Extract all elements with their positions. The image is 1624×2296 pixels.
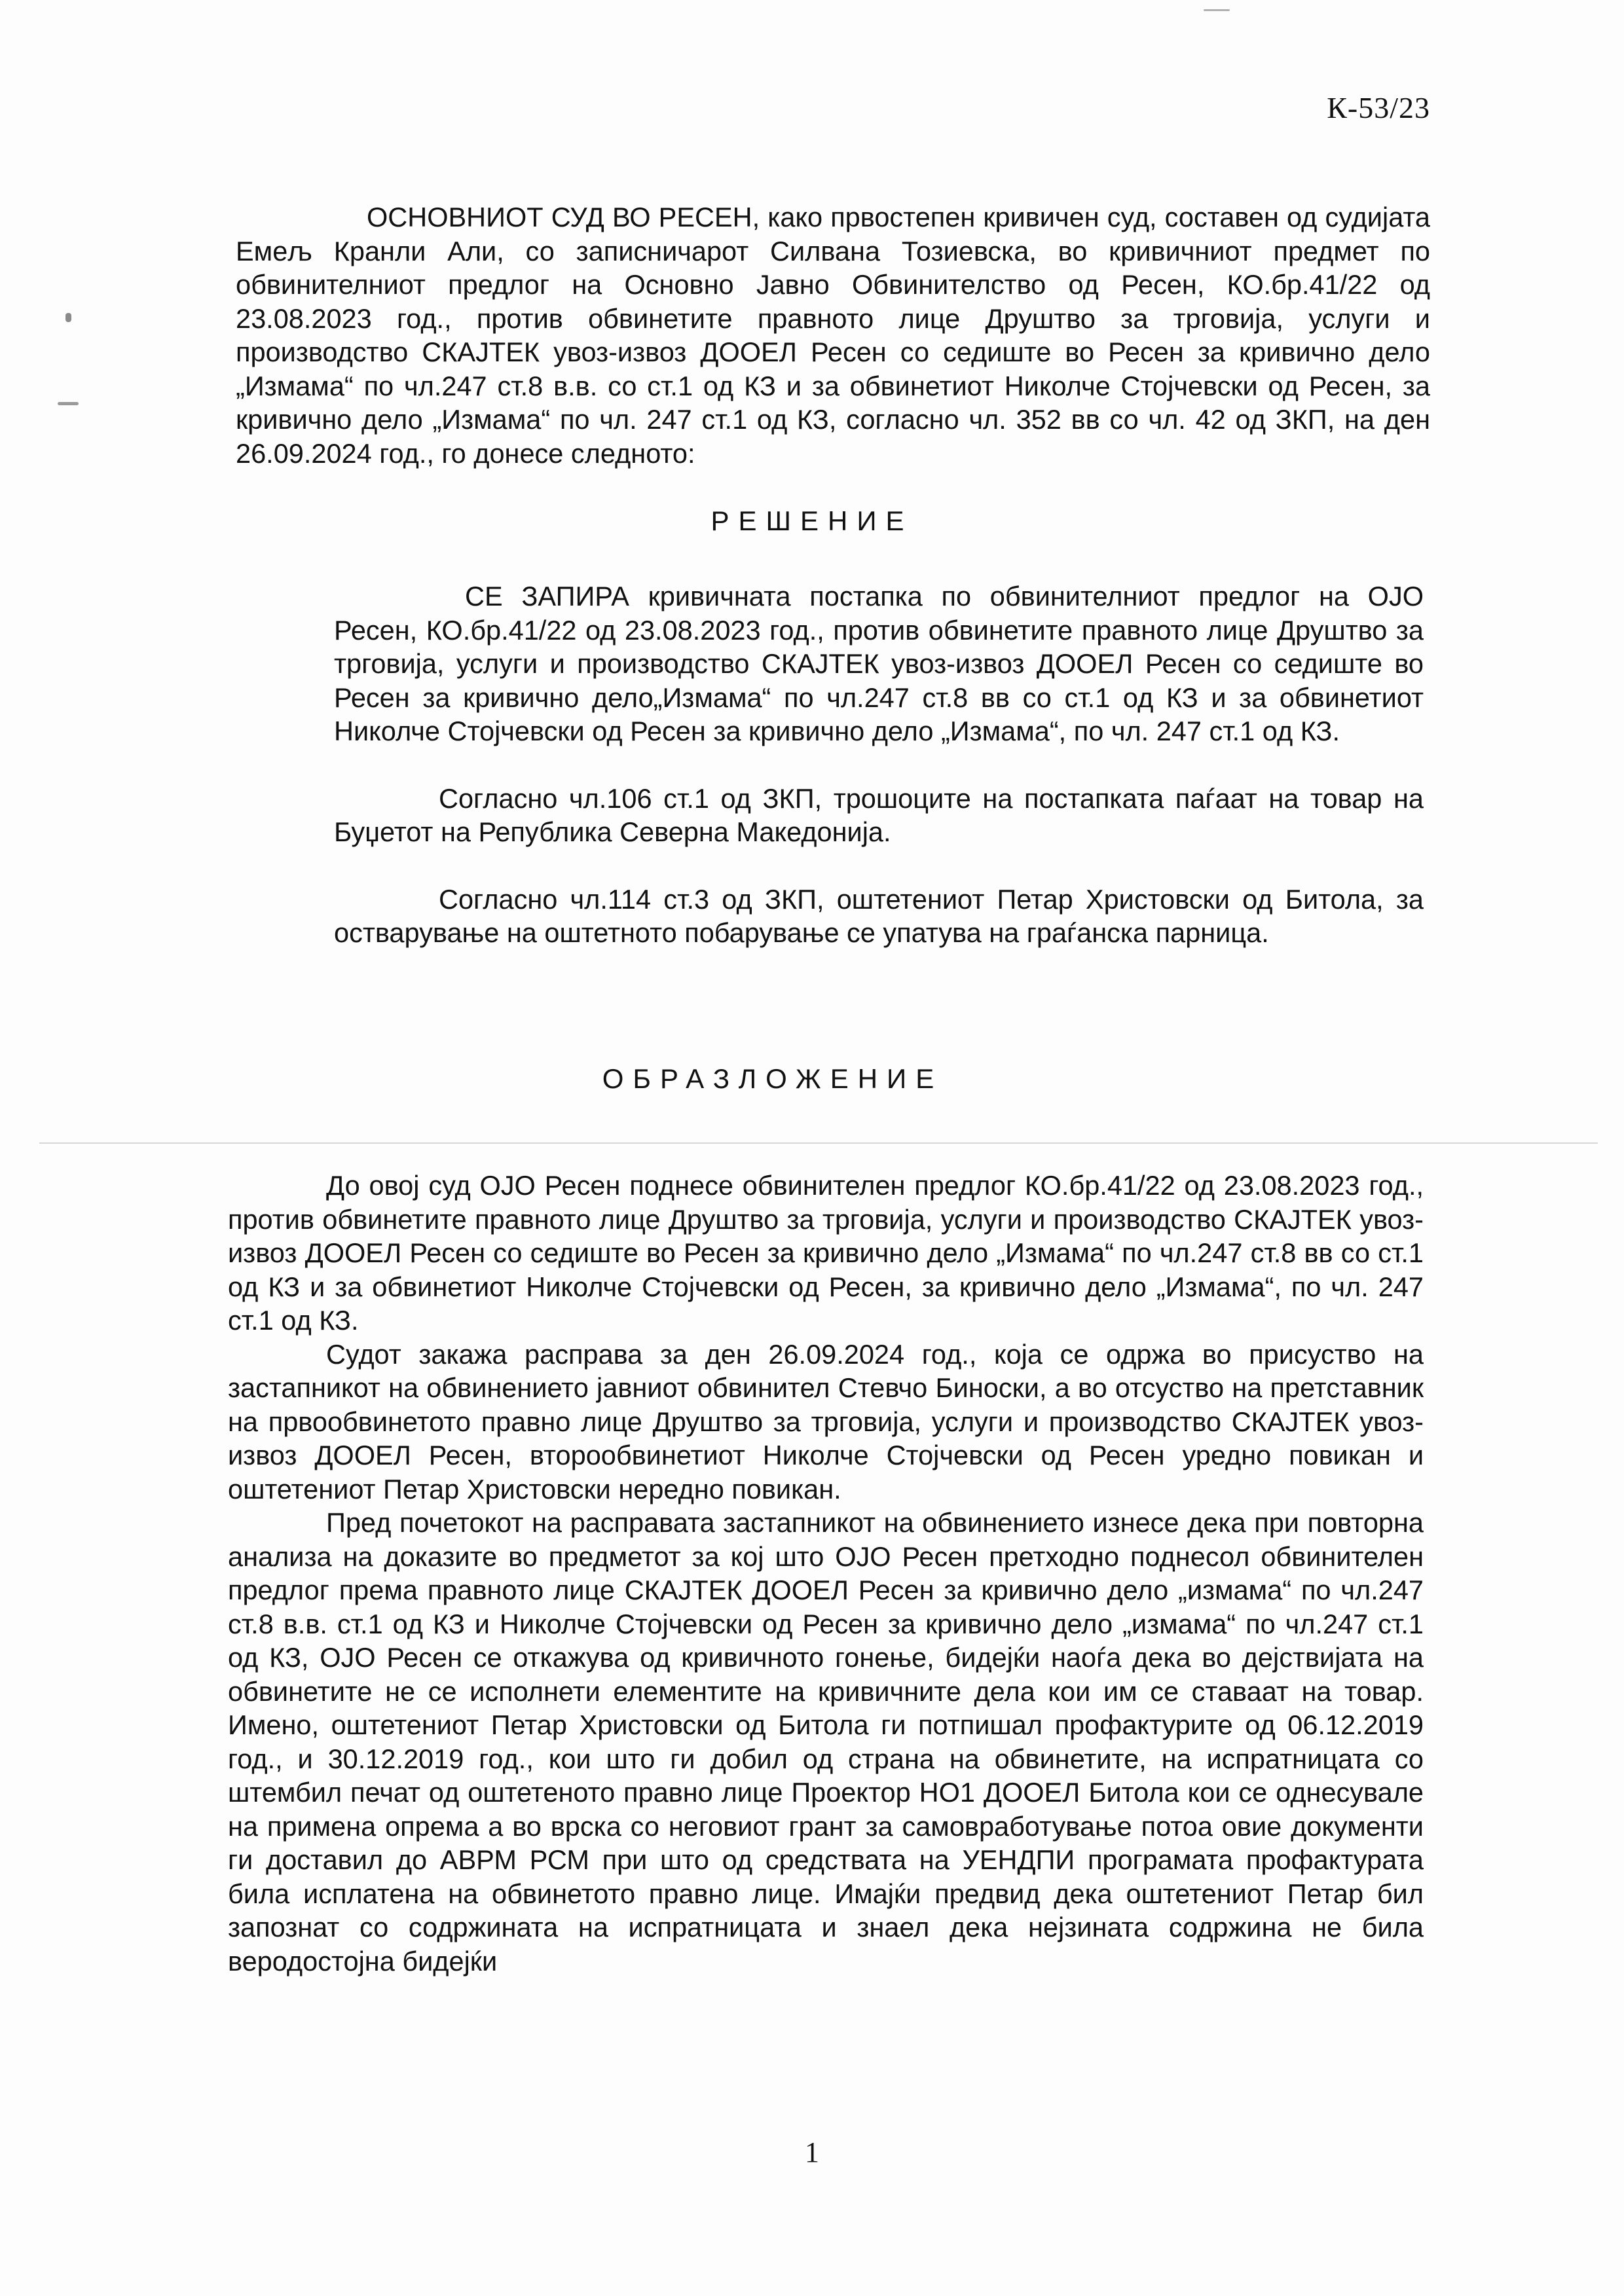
decision-paragraph: Согласно чл.114 ст.3 од ЗКП, оштетениот Петар Христовски од Битола, за остварување на оштетното побарување се упатува на граѓанска парница. xyxy=(334,883,1424,948)
reasoning-paragraph: Судот закажа расправа за ден 26.09.2024 год., која се одржа во присуство на застапникот на обвинението јавниот обвинител Стевчо Биноски, а во отсуство на претставник на првообвинетото правно лице Друштво за трговија, услуги и производство СКАЈТЕК увоз-извоз ДООЕЛ Ресен, второобвинетиот Николче Стојчевски од Ресен уредно повикан и оштетениот Петар Христовски нередно повикан. xyxy=(228,1338,1424,1504)
reasoning-section xyxy=(228,1169,1424,1978)
reasoning-paragraph: Пред почетокот на расправата застапникот на обвинението изнесе дека при повторна анализа на доказите во предметот за кој што ОЈО Ресен претходно поднесол обвинителен предлог према правното лице СКАЈТЕК ДООЕЛ Ресен за кривично дело „измама“ по чл.247 ст.8 в.в. ст.1 од КЗ и Николче Стојчевски од Ресен за кривично дело „измама“ по чл.247 ст.1 од КЗ, ОЈО Ресен се откажува од кривичното гонење, бидејќи наоѓа дека во дејствијата на обвинетите не се исполнети елементите на кривичните дела кои им се ставаат на товар. Имено, оштетениот Петар Христовски од Битола ги потпишал профактурите од 06.12.2019 год., и 30.12.2019 год., кои што ги добил од страна на обвинетите, на испратницата со штембил печат од оштетеното правно лице Проектор НО1 ДООЕЛ Битола кои се однесувале на примена опрема а во врска со неговиот грант за самовработување потоа овие документи ги доставил до АВРМ РСМ при што од средствата на УЕНДПИ програмата профактурата била исплатена на обвинетото правно лице. Имајќи предвид дека оштетениот Петар бил запознат со содржината на испратницата и знаел дека нејзината содржина не била веродостојна бидејќи xyxy=(228,1507,1424,1977)
scan-speck xyxy=(65,313,71,322)
decision-section xyxy=(334,579,1424,950)
reasoning-heading: ОБРАЗЛОЖЕНИЕ xyxy=(602,1063,944,1094)
scan-speck xyxy=(1204,9,1230,11)
scan-fold-line xyxy=(39,1142,1598,1144)
decision-heading: РЕШЕНИЕ xyxy=(710,505,913,536)
intro-text: ОСНОВНИОТ СУД ВО РЕСЕН, како првостепен кривичен суд, составен од судијата Емељ Кранли Али, со записничарот Силвана Тозиевска, во кривичниот предмет по обвинителниот предлог на Основно Јавно Обвинителство од Ресен, КО.бр.41/22 од 23.08.2023 год., против обвинетите правното лице Друштво за трговија, услуги и производство СКАЈТЕК увоз-извоз ДООЕЛ Ресен со седиште во Ресен за кривично дело „Измама“ по чл.247 ст.8 в.в. со ст.1 од КЗ и за обвинетиот Николче Стојчевски од Ресен, за кривично дело „Измама“ по чл. 247 ст.1 од КЗ, согласно чл. 352 вв со чл. 42 од ЗКП, на ден 26.09.2024 год., го донесе следното: xyxy=(236,202,1430,469)
intro-paragraph xyxy=(236,200,1430,470)
reasoning-paragraph: До овој суд ОЈО Ресен поднесе обвинителен предлог КО.бр.41/22 од 23.08.2023 год., против обвинетите правното лице Друштво за трговија, услуги и производство СКАЈТЕК увоз-извоз ДООЕЛ Ресен со седиште во Ресен за кривично дело „Измама“ по чл.247 ст.8 вв со ст.1 од КЗ и за обвинетиот Николче Стојчевски од Ресен, за кривично дело „Измама“, по чл. 247 ст.1 од КЗ. xyxy=(228,1170,1424,1336)
page-number: 1 xyxy=(805,2136,819,2168)
decision-paragraph: СЕ ЗАПИРА кривичната постапка по обвинителниот предлог на ОЈО Ресен, КО.бр.41/22 од 23.08.2023 год., против обвинетите правното лице Друштво за трговија, услуги и производство СКАЈТЕК увоз-извоз ДООЕЛ Ресен со седиште во Ресен за кривично дело„Измама“ по чл.247 ст.8 вв со ст.1 од КЗ и за обвинетиот Николче Стојчевски од Ресен за кривично дело „Измама“, по чл. 247 ст.1 од КЗ. xyxy=(334,581,1424,746)
case-number: К-53/23 xyxy=(1327,91,1430,124)
scan-speck xyxy=(58,402,79,405)
decision-paragraph: Согласно чл.106 ст.1 од ЗКП, трошоците на постапката паѓаат на товар на Буџетот на Република Северна Македонија. xyxy=(334,782,1424,847)
